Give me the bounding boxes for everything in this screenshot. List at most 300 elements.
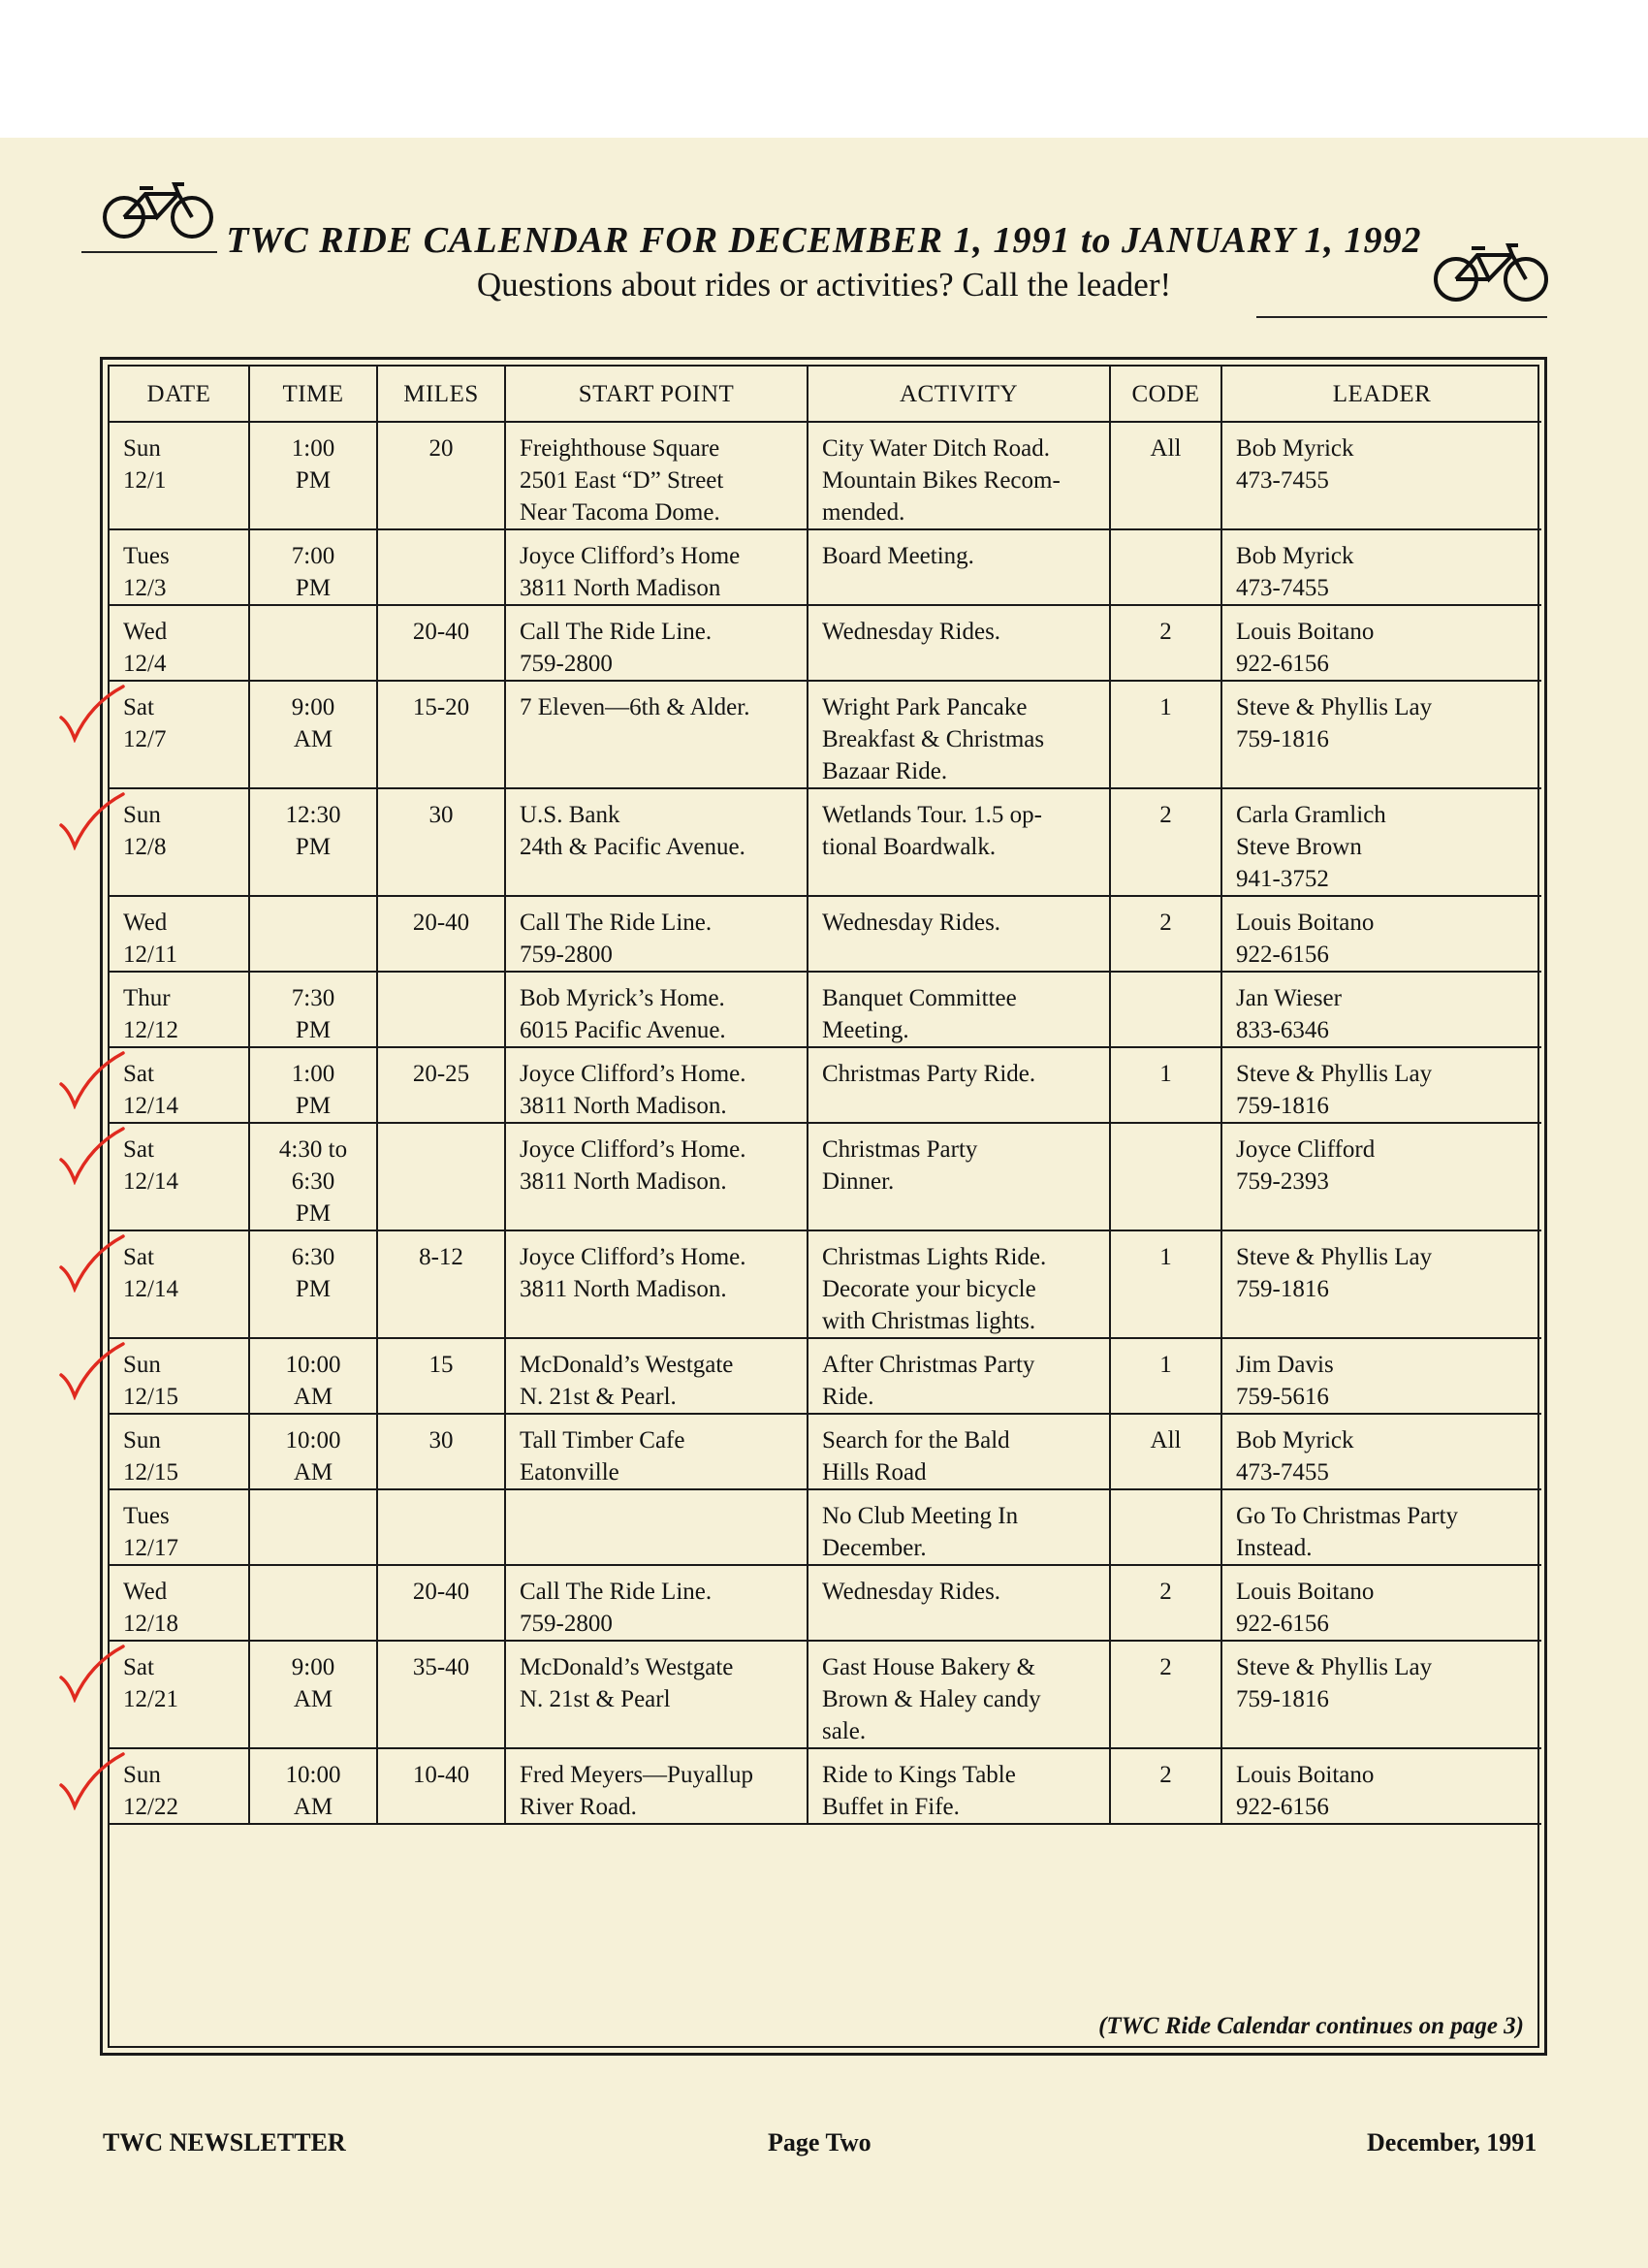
cell-line: 12/7: [123, 726, 167, 752]
activity-cell: [808, 1123, 1110, 1230]
date-cell: [110, 1047, 249, 1123]
activity-cell: [808, 788, 1110, 896]
cell-line: 759-1816: [1236, 1276, 1329, 1302]
miles-cell: [377, 422, 505, 529]
cell-line: Christmas Party Ride.: [822, 1061, 1036, 1087]
cell-line: 12:30: [285, 802, 341, 828]
time-cell: [249, 972, 377, 1047]
activity-cell: [808, 422, 1110, 529]
miles-cell: [377, 1047, 505, 1123]
time-cell: [249, 1123, 377, 1230]
cell-text: 2: [1159, 619, 1172, 645]
time-cell: [249, 1641, 377, 1748]
time-cell: [249, 896, 377, 972]
cell-line: Joyce Clifford’s Home: [520, 543, 741, 569]
cell-line: Sun: [123, 1352, 161, 1378]
cell-line: Wednesday Rides.: [822, 619, 1001, 645]
cell-line: 473-7455: [1236, 467, 1329, 494]
leader-cell: [1221, 1230, 1541, 1338]
miles-cell: [377, 896, 505, 972]
table-row: [110, 1047, 1541, 1123]
footer-publication: TWC NEWSLETTER: [103, 2128, 346, 2156]
date-cell: [110, 1489, 249, 1565]
cell-line: Sun: [123, 1762, 161, 1788]
cell-line: Wed: [123, 619, 168, 645]
cell-line: 12/8: [123, 834, 167, 860]
start-point-cell: [505, 681, 808, 788]
miles-cell: [377, 1565, 505, 1641]
cell-line: December.: [822, 1535, 927, 1561]
cell-line: 12/12: [123, 1017, 178, 1043]
table-row: [110, 1489, 1541, 1565]
leader-cell: [1221, 788, 1541, 896]
column-header: ACTIVITY: [808, 367, 1110, 422]
cell-text: 15-20: [412, 694, 470, 720]
cell-line: AM: [293, 1686, 333, 1712]
cell-line: Joyce Clifford’s Home.: [520, 1061, 746, 1087]
leader-cell: [1221, 1047, 1541, 1123]
date-cell: [110, 896, 249, 972]
table-row: [110, 422, 1541, 529]
cell-line: 473-7455: [1236, 575, 1329, 601]
cell-line: sale.: [822, 1718, 867, 1744]
start-point-cell: [505, 1123, 808, 1230]
start-point-cell: [505, 605, 808, 681]
cell-line: 759-2393: [1236, 1168, 1329, 1195]
activity-cell: [808, 1641, 1110, 1748]
miles-cell: [377, 529, 505, 605]
time-cell: [249, 681, 377, 788]
leader-cell: [1221, 605, 1541, 681]
cell-line: Bob Myrick: [1236, 1427, 1354, 1453]
miles-cell: [377, 1230, 505, 1338]
cell-line: 12/18: [123, 1611, 178, 1637]
cell-line: Eatonville: [520, 1459, 619, 1485]
cell-line: AM: [293, 1384, 333, 1410]
activity-cell: [808, 605, 1110, 681]
code-cell: [1110, 1489, 1221, 1565]
code-cell: [1110, 529, 1221, 605]
code-cell: [1110, 605, 1221, 681]
cell-line: Sat: [123, 1061, 154, 1087]
cell-line: 7:30: [291, 985, 335, 1011]
time-cell: [249, 422, 377, 529]
table-row: [110, 972, 1541, 1047]
check-mark-icon: [57, 1752, 125, 1810]
cell-line: Louis Boitano: [1236, 619, 1375, 645]
code-cell: [1110, 1748, 1221, 1824]
cell-line: 922-6156: [1236, 1794, 1329, 1820]
time-cell: [249, 788, 377, 896]
cell-line: City Water Ditch Road.: [822, 435, 1050, 462]
miles-cell: [377, 1641, 505, 1748]
cell-line: Christmas Party: [822, 1136, 978, 1163]
cell-line: 1:00: [291, 1061, 335, 1087]
time-cell: [249, 1414, 377, 1489]
cell-line: AM: [293, 1794, 333, 1820]
code-cell: [1110, 972, 1221, 1047]
activity-cell: [808, 1047, 1110, 1123]
cell-text: 1: [1159, 1352, 1172, 1378]
leader-cell: [1221, 1489, 1541, 1565]
date-cell: [110, 1123, 249, 1230]
page-subtitle: Questions about rides or activities? Call the leader!: [476, 266, 1172, 303]
cell-text: 20-25: [412, 1061, 470, 1087]
cell-line: After Christmas Party: [822, 1352, 1035, 1378]
cell-line: 3811 North Madison.: [520, 1168, 727, 1195]
cell-line: Call The Ride Line.: [520, 1579, 713, 1605]
code-cell: [1110, 1641, 1221, 1748]
start-point-cell: [505, 1047, 808, 1123]
cell-line: N. 21st & Pearl: [520, 1686, 671, 1712]
cell-line: Call The Ride Line.: [520, 910, 713, 936]
table-row: [110, 605, 1541, 681]
cell-line: McDonald’s Westgate: [520, 1352, 734, 1378]
start-point-cell: [505, 1414, 808, 1489]
leader-cell: [1221, 681, 1541, 788]
cell-line: Joyce Clifford: [1236, 1136, 1376, 1163]
cell-line: 4:30 to: [278, 1136, 348, 1163]
activity-cell: [808, 972, 1110, 1047]
miles-cell: [377, 605, 505, 681]
time-cell: [249, 1047, 377, 1123]
activity-cell: [808, 1230, 1110, 1338]
cell-line: Freighthouse Square: [520, 435, 720, 462]
cell-text: 20-40: [412, 1579, 470, 1605]
column-header: CODE: [1110, 367, 1221, 422]
cell-line: 12/15: [123, 1459, 178, 1485]
miles-cell: [377, 972, 505, 1047]
code-cell: [1110, 1230, 1221, 1338]
cell-line: 3811 North Madison.: [520, 1093, 727, 1119]
cell-line: Search for the Bald: [822, 1427, 1010, 1453]
cell-line: 12/3: [123, 575, 167, 601]
leader-cell: [1221, 1641, 1541, 1748]
date-cell: [110, 529, 249, 605]
start-point-cell: [505, 1338, 808, 1414]
cell-text: 10-40: [412, 1762, 470, 1788]
cell-line: 10:00: [285, 1352, 341, 1378]
date-cell: [110, 605, 249, 681]
cell-line: Fred Meyers—Puyallup: [520, 1762, 753, 1788]
date-cell: [110, 1565, 249, 1641]
table-row: [110, 1123, 1541, 1230]
time-cell: [249, 1565, 377, 1641]
cell-line: 9:00: [291, 1654, 335, 1680]
cell-line: Louis Boitano: [1236, 1579, 1375, 1605]
activity-cell: [808, 1338, 1110, 1414]
cell-line: Sat: [123, 694, 154, 720]
cell-line: Brown & Haley candy: [822, 1686, 1041, 1712]
miles-cell: [377, 681, 505, 788]
cell-line: 2501 East “D” Street: [520, 467, 724, 494]
date-cell: [110, 422, 249, 529]
table-row: [110, 1748, 1541, 1824]
cell-line: 941-3752: [1236, 866, 1329, 892]
cell-line: Gast House Bakery &: [822, 1654, 1036, 1680]
check-mark-icon: [57, 1342, 125, 1400]
date-cell: [110, 1230, 249, 1338]
leader-cell: [1221, 1414, 1541, 1489]
cell-line: Tall Timber Cafe: [520, 1427, 685, 1453]
cell-line: 6015 Pacific Avenue.: [520, 1017, 726, 1043]
table-row: [110, 1338, 1541, 1414]
cell-line: Bob Myrick: [1236, 435, 1354, 462]
cell-line: Steve & Phyllis Lay: [1236, 1061, 1433, 1087]
cell-line: 922-6156: [1236, 651, 1329, 677]
cell-line: mended.: [822, 499, 905, 526]
code-cell: [1110, 896, 1221, 972]
cell-text: 35-40: [412, 1654, 470, 1680]
cell-line: 759-2800: [520, 651, 613, 677]
cell-line: 759-1816: [1236, 726, 1329, 752]
code-cell: [1110, 681, 1221, 788]
cell-line: PM: [295, 467, 332, 494]
activity-cell: [808, 681, 1110, 788]
start-point-cell: [505, 1230, 808, 1338]
column-header: TIME: [249, 367, 377, 422]
cell-text: 2: [1159, 1579, 1172, 1605]
cell-line: PM: [295, 1093, 332, 1119]
cell-line: Sun: [123, 435, 161, 462]
cell-line: Wetlands Tour. 1.5 op-: [822, 802, 1043, 828]
cell-text: 20-40: [412, 619, 470, 645]
cell-line: Sat: [123, 1654, 154, 1680]
footer-page-number: Page Two: [768, 2128, 872, 2156]
code-cell: [1110, 788, 1221, 896]
cell-line: Instead.: [1236, 1535, 1313, 1561]
cell-line: Jan Wieser: [1236, 985, 1342, 1011]
cell-line: 12/21: [123, 1686, 178, 1712]
cell-line: with Christmas lights.: [822, 1308, 1036, 1334]
cell-text: All: [1150, 435, 1182, 462]
activity-cell: [808, 1489, 1110, 1565]
cell-line: 922-6156: [1236, 942, 1329, 968]
code-cell: [1110, 1565, 1221, 1641]
cell-line: PM: [295, 1276, 332, 1302]
miles-cell: [377, 1489, 505, 1565]
cell-line: 759-2800: [520, 1611, 613, 1637]
check-mark-icon: [57, 1234, 125, 1293]
cell-line: PM: [295, 834, 332, 860]
activity-cell: [808, 1414, 1110, 1489]
date-cell: [110, 1414, 249, 1489]
cell-line: 7:00: [291, 543, 335, 569]
activity-cell: [808, 1565, 1110, 1641]
date-cell: [110, 681, 249, 788]
leader-cell: [1221, 1565, 1541, 1641]
cell-line: 10:00: [285, 1762, 341, 1788]
cell-text: 30: [428, 802, 454, 828]
cell-line: 12/14: [123, 1093, 178, 1119]
cell-line: Bazaar Ride.: [822, 758, 948, 784]
date-cell: [110, 1641, 249, 1748]
code-cell: [1110, 422, 1221, 529]
cell-line: PM: [295, 1200, 332, 1227]
activity-cell: [808, 1748, 1110, 1824]
miles-cell: [377, 788, 505, 896]
cell-line: Louis Boitano: [1236, 910, 1375, 936]
ride-calendar-table-frame: [100, 357, 1547, 2056]
cell-line: Meeting.: [822, 1017, 909, 1043]
cell-line: Dinner.: [822, 1168, 895, 1195]
table-row: [110, 788, 1541, 896]
cell-line: 12/11: [123, 942, 178, 968]
cell-line: Christmas Lights Ride.: [822, 1244, 1047, 1270]
cell-text: 2: [1159, 910, 1172, 936]
cell-line: 3811 North Madison.: [520, 1276, 727, 1302]
table-header-row: [110, 367, 1541, 422]
start-point-cell: [505, 529, 808, 605]
cell-line: Sun: [123, 802, 161, 828]
leader-cell: [1221, 529, 1541, 605]
cell-line: 12/15: [123, 1384, 178, 1410]
cell-line: 473-7455: [1236, 1459, 1329, 1485]
leader-cell: [1221, 972, 1541, 1047]
cell-line: Ride.: [822, 1384, 874, 1410]
cell-line: AM: [293, 726, 333, 752]
cell-line: Board Meeting.: [822, 543, 974, 569]
cell-line: 759-1816: [1236, 1686, 1329, 1712]
cell-text: 20-40: [412, 910, 470, 936]
cell-line: Thur: [123, 985, 171, 1011]
cell-line: Carla Gramlich: [1236, 802, 1386, 828]
cell-line: Tues: [123, 1503, 170, 1529]
cell-line: PM: [295, 575, 332, 601]
cell-line: PM: [295, 1017, 332, 1043]
cell-text: 1: [1159, 1061, 1172, 1087]
cell-line: McDonald’s Westgate: [520, 1654, 734, 1680]
cell-text: 20: [428, 435, 454, 462]
start-point-cell: [505, 972, 808, 1047]
miles-cell: [377, 1123, 505, 1230]
miles-cell: [377, 1338, 505, 1414]
cell-line: 759-5616: [1236, 1384, 1329, 1410]
cell-line: Louis Boitano: [1236, 1762, 1375, 1788]
cell-line: Joyce Clifford’s Home.: [520, 1244, 746, 1270]
date-cell: [110, 972, 249, 1047]
column-header: LEADER: [1221, 367, 1541, 422]
cell-line: No Club Meeting In: [822, 1503, 1019, 1529]
cell-line: 12/1: [123, 467, 167, 494]
cell-line: 12/22: [123, 1794, 178, 1820]
cell-line: Jim Davis: [1236, 1352, 1334, 1378]
cell-line: tional Boardwalk.: [822, 834, 997, 860]
miles-cell: [377, 1748, 505, 1824]
cell-line: Steve & Phyllis Lay: [1236, 1654, 1433, 1680]
cell-line: 759-1816: [1236, 1093, 1329, 1119]
check-mark-icon: [57, 792, 125, 850]
cell-text: All: [1150, 1427, 1182, 1453]
cell-text: 1: [1159, 1244, 1172, 1270]
cell-line: 6:30: [291, 1168, 335, 1195]
cell-line: 6:30: [291, 1244, 335, 1270]
leader-cell: [1221, 422, 1541, 529]
date-cell: [110, 1338, 249, 1414]
code-cell: [1110, 1338, 1221, 1414]
time-cell: [249, 529, 377, 605]
time-cell: [249, 1230, 377, 1338]
table-row: [110, 1414, 1541, 1489]
cell-line: Ride to Kings Table: [822, 1762, 1016, 1788]
column-header: DATE: [110, 367, 249, 422]
start-point-cell: [505, 422, 808, 529]
cell-line: 759-2800: [520, 942, 613, 968]
cell-line: River Road.: [520, 1794, 637, 1820]
table-row: [110, 529, 1541, 605]
cell-text: 2: [1159, 1654, 1172, 1680]
cell-line: 12/14: [123, 1276, 178, 1302]
cell-line: U.S. Bank: [520, 802, 620, 828]
cell-line: 12/4: [123, 651, 167, 677]
cell-line: Breakfast & Christmas: [822, 726, 1045, 752]
cell-line: Steve & Phyllis Lay: [1236, 1244, 1433, 1270]
cell-line: 1:00: [291, 435, 335, 462]
activity-cell: [808, 529, 1110, 605]
column-header: MILES: [377, 367, 505, 422]
table-row: [110, 1230, 1541, 1338]
cell-line: Banquet Committee: [822, 985, 1017, 1011]
start-point-cell: [505, 1565, 808, 1641]
cell-line: 9:00: [291, 694, 335, 720]
cell-line: Tues: [123, 543, 170, 569]
check-mark-icon: [57, 1051, 125, 1109]
cell-line: Bob Myrick: [1236, 543, 1354, 569]
cell-line: Go To Christmas Party: [1236, 1503, 1459, 1529]
table-row: [110, 1565, 1541, 1641]
check-mark-icon: [57, 1645, 125, 1703]
start-point-cell: [505, 788, 808, 896]
title-rule: [1256, 316, 1547, 318]
cell-line: 7 Eleven—6th & Alder.: [520, 694, 750, 720]
cell-text: 8-12: [419, 1244, 463, 1270]
cell-line: Buffet in Fife.: [822, 1794, 960, 1820]
cell-line: 24th & Pacific Avenue.: [520, 834, 745, 860]
page-title: TWC RIDE CALENDAR FOR DECEMBER 1, 1991 to JANUARY 1, 1992: [226, 220, 1422, 261]
activity-cell: [808, 896, 1110, 972]
start-point-cell: [505, 1748, 808, 1824]
leader-cell: [1221, 1338, 1541, 1414]
time-cell: [249, 1748, 377, 1824]
cell-line: Sat: [123, 1244, 154, 1270]
table-row: [110, 681, 1541, 788]
ride-calendar-table: [110, 367, 1541, 1825]
cell-line: 922-6156: [1236, 1611, 1329, 1637]
time-cell: [249, 1489, 377, 1565]
leader-cell: [1221, 1748, 1541, 1824]
cell-line: Wed: [123, 1579, 168, 1605]
cell-line: Bob Myrick’s Home.: [520, 985, 725, 1011]
cell-line: Wed: [123, 910, 168, 936]
cell-text: 30: [428, 1427, 454, 1453]
date-cell: [110, 788, 249, 896]
leader-cell: [1221, 896, 1541, 972]
table-row: [110, 896, 1541, 972]
continued-note: (TWC Ride Calendar continues on page 3): [1098, 2013, 1524, 2039]
start-point-cell: [505, 896, 808, 972]
cell-line: Near Tacoma Dome.: [520, 499, 720, 526]
time-cell: [249, 605, 377, 681]
cell-line: Wright Park Pancake: [822, 694, 1028, 720]
cell-line: Steve & Phyllis Lay: [1236, 694, 1433, 720]
cell-line: Sun: [123, 1427, 161, 1453]
cell-line: Sat: [123, 1136, 154, 1163]
code-cell: [1110, 1047, 1221, 1123]
footer-date: December, 1991: [1367, 2128, 1537, 2156]
check-mark-icon: [57, 1127, 125, 1185]
cell-line: 833-6346: [1236, 1017, 1329, 1043]
cell-line: Steve Brown: [1236, 834, 1362, 860]
